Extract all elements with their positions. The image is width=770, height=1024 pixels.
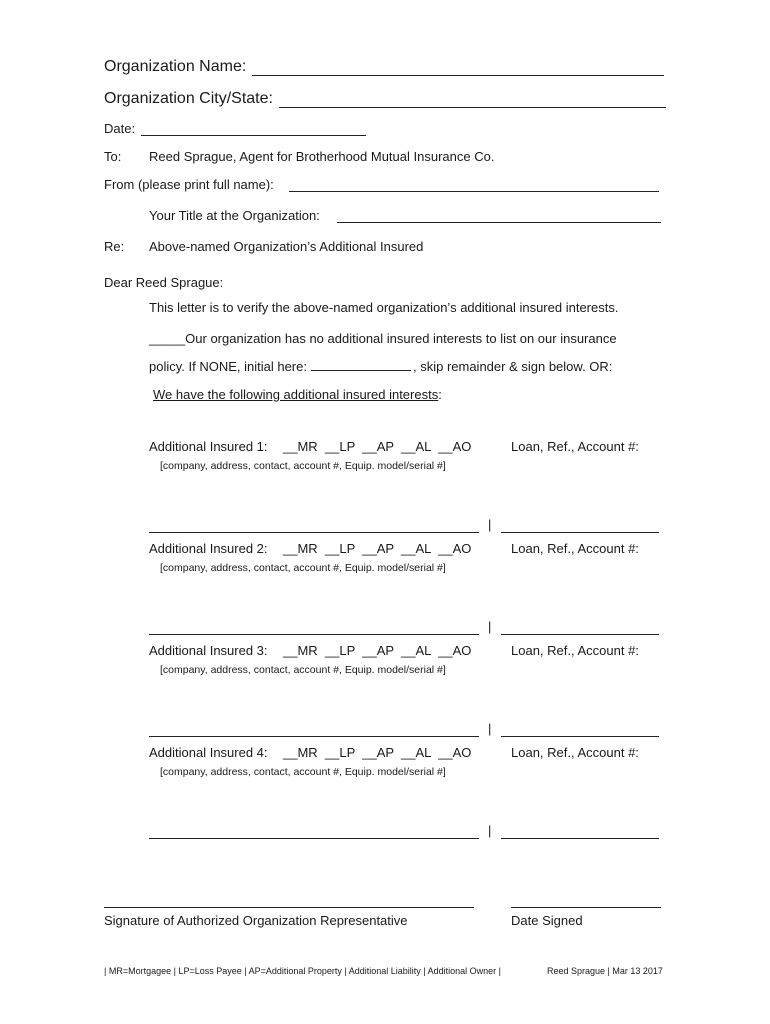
insured-label: Additional Insured 4: bbox=[149, 745, 268, 760]
insured-label: Additional Insured 3: bbox=[149, 643, 268, 658]
org-city-field[interactable] bbox=[279, 107, 666, 108]
insured-details-field[interactable] bbox=[149, 838, 479, 839]
none-initial-label: policy. If NONE, initial here: bbox=[149, 359, 307, 374]
have-following-line: We have the following additional insured interests: bbox=[153, 387, 442, 402]
title-field[interactable] bbox=[337, 222, 661, 223]
none-option-line2 bbox=[149, 359, 612, 374]
re-label: Re: bbox=[104, 239, 125, 254]
loan-account-label: Loan, Ref., Account #: bbox=[511, 541, 639, 556]
from-field[interactable] bbox=[289, 191, 659, 192]
date-signed-field[interactable] bbox=[511, 907, 661, 908]
to-label: To: bbox=[104, 149, 122, 164]
insured-hint: [company, address, contact, account #, Equip. model/serial #] bbox=[160, 562, 446, 574]
org-name-label: Organization Name: bbox=[104, 58, 247, 75]
loan-account-field[interactable] bbox=[501, 736, 659, 737]
none-option-text: Our organization has no additional insured interests to list on our insurance bbox=[185, 331, 617, 346]
signature-field[interactable] bbox=[104, 907, 474, 908]
insured-details-field[interactable] bbox=[149, 634, 479, 635]
field-separator: | bbox=[488, 619, 492, 634]
insured-label: Additional Insured 2: bbox=[149, 541, 268, 556]
field-separator: | bbox=[488, 517, 492, 532]
org-name-field[interactable] bbox=[252, 75, 664, 76]
from-label: From (please print full name): bbox=[104, 177, 274, 192]
none-skip-text: , skip remainder & sign below. OR: bbox=[412, 359, 613, 374]
loan-account-field[interactable] bbox=[501, 838, 659, 839]
none-option-line1 bbox=[149, 331, 617, 346]
insured-hint: [company, address, contact, account #, Equip. model/serial #] bbox=[160, 664, 446, 676]
insured-type-codes[interactable]: __MR __LP __AP __AL __AO bbox=[283, 439, 472, 454]
title-label: Your Title at the Organization: bbox=[149, 208, 320, 223]
field-separator: | bbox=[488, 721, 492, 736]
insured-details-field[interactable] bbox=[149, 736, 479, 737]
re-value: Above-named Organization’s Additional Insured bbox=[149, 239, 424, 254]
field-separator: | bbox=[488, 823, 492, 838]
insured-type-codes[interactable]: __MR __LP __AP __AL __AO bbox=[283, 643, 472, 658]
date-label: Date: bbox=[104, 121, 136, 136]
footer-credit: Reed Sprague | Mar 13 2017 bbox=[547, 966, 663, 976]
insured-type-codes[interactable]: __MR __LP __AP __AL __AO bbox=[283, 541, 472, 556]
loan-account-label: Loan, Ref., Account #: bbox=[511, 643, 639, 658]
verify-text: This letter is to verify the above-named organization’s additional insured interests. bbox=[149, 300, 619, 315]
have-following-text: We have the following additional insured interests bbox=[153, 387, 439, 402]
footer-legend: | MR=Mortgagee | LP=Loss Payee | AP=Additional Property | Additional Liability | Additional Owner | bbox=[104, 966, 502, 976]
date-signed-label: Date Signed bbox=[511, 913, 583, 928]
none-initial-field[interactable] bbox=[311, 359, 411, 371]
insured-hint: [company, address, contact, account #, Equip. model/serial #] bbox=[160, 766, 446, 778]
insured-label: Additional Insured 1: bbox=[149, 439, 268, 454]
insured-type-codes[interactable]: __MR __LP __AP __AL __AO bbox=[283, 745, 472, 760]
date-field[interactable] bbox=[141, 135, 366, 136]
loan-account-field[interactable] bbox=[501, 532, 659, 533]
insured-details-field[interactable] bbox=[149, 532, 479, 533]
loan-account-field[interactable] bbox=[501, 634, 659, 635]
org-city-label: Organization City/State: bbox=[104, 90, 273, 107]
insured-hint: [company, address, contact, account #, Equip. model/serial #] bbox=[160, 460, 446, 472]
signature-label: Signature of Authorized Organization Representative bbox=[104, 913, 408, 928]
none-initial-blank[interactable]: _____ bbox=[149, 331, 186, 346]
to-value: Reed Sprague, Agent for Brotherhood Mutual Insurance Co. bbox=[149, 149, 495, 164]
salutation: Dear Reed Sprague: bbox=[104, 275, 224, 290]
loan-account-label: Loan, Ref., Account #: bbox=[511, 439, 639, 454]
loan-account-label: Loan, Ref., Account #: bbox=[511, 745, 639, 760]
